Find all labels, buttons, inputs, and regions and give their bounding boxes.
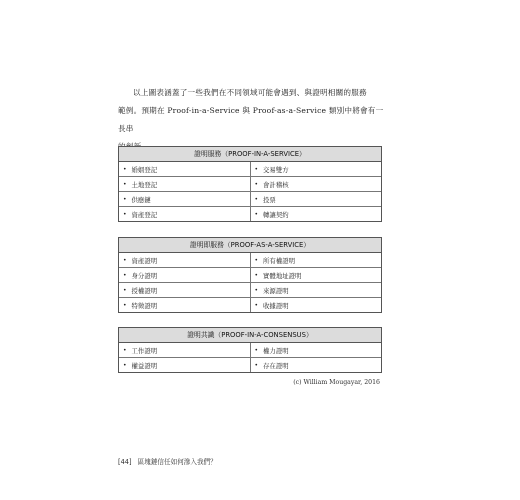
table-cell [250, 207, 382, 221]
table-row [119, 177, 381, 192]
table-row [119, 283, 381, 298]
bullet-icon: • [123, 256, 127, 264]
cell-text: 交易雙方 [263, 165, 289, 174]
table-cell [250, 268, 382, 282]
bullet-icon: • [254, 195, 259, 203]
bullet-icon: • [254, 180, 259, 188]
table-cell [119, 283, 250, 297]
cell-text: 實體地址證明 [263, 271, 302, 280]
running-title: 區塊鏈信任如何滲入我們？ [137, 458, 217, 466]
bullet-icon: • [123, 301, 127, 309]
table-row [119, 162, 381, 177]
cell-text: 工作證明 [131, 346, 158, 355]
table-row [119, 358, 381, 372]
cell-text: 婚姻登記 [131, 165, 158, 174]
cell-text: 投票 [263, 195, 276, 204]
table-cell [250, 283, 382, 297]
table-cell [119, 192, 250, 206]
table-cell [119, 298, 250, 312]
table-title: 證明服務（PROOF-IN-A-SERVICE） [119, 147, 381, 162]
table-cell [250, 177, 382, 191]
cell-text: 收據證明 [263, 301, 289, 310]
table-cell [119, 358, 250, 372]
page-footer [118, 456, 217, 466]
bullet-icon: • [254, 286, 259, 294]
bullet-icon: • [254, 165, 259, 173]
table-row [119, 207, 381, 221]
table-cell [119, 343, 250, 357]
intro-line: 範例。預期在 Proof-in-a-Service 與 Proof-as-a-Service 類別中將會有一長串 [118, 106, 384, 133]
table-cell [119, 253, 250, 267]
bullet-icon: • [123, 271, 127, 279]
bullet-icon: • [123, 346, 127, 354]
bullet-icon: • [123, 195, 127, 203]
proof-in-a-service-table [118, 146, 382, 222]
table-cell [250, 253, 382, 267]
table-cell [250, 358, 382, 372]
table-row [119, 192, 381, 207]
bullet-icon: • [254, 271, 259, 279]
bullet-icon: • [123, 361, 127, 369]
bullet-icon: • [254, 256, 259, 264]
cell-text: 授權證明 [131, 286, 158, 295]
table-title: 證明即服務（PROOF-AS-A-SERVICE） [119, 238, 381, 253]
bullet-icon: • [123, 210, 127, 218]
table-cell [119, 177, 250, 191]
table-cell [119, 162, 250, 176]
cell-text: 供應鏈 [131, 195, 151, 204]
table-cell [250, 192, 382, 206]
cell-text: 所有權證明 [263, 256, 295, 265]
bullet-icon: • [123, 286, 127, 294]
image-credit: (c) William Mougayar, 2016 [293, 379, 380, 386]
intro-line: 以上圖表涵蓋了一些我們在不同領域可能會遇到、與證明相關的服務 [133, 88, 367, 97]
table-cell [250, 343, 382, 357]
table-cell [119, 207, 250, 221]
table-row [119, 268, 381, 283]
cell-text: 來源證明 [263, 286, 289, 295]
cell-text: 資產登記 [131, 210, 158, 219]
cell-text: 土地登記 [131, 180, 158, 189]
table-cell [250, 162, 382, 176]
proof-as-a-service-table [118, 237, 382, 313]
proof-in-a-consensus-table [118, 327, 382, 373]
cell-text: 存在證明 [263, 361, 289, 370]
bullet-icon: • [254, 210, 259, 218]
bullet-icon: • [123, 165, 127, 173]
cell-text: 資產證明 [131, 256, 158, 265]
page-number: [44] [118, 458, 132, 466]
bullet-icon: • [254, 361, 259, 369]
cell-text: 轉讓契約 [263, 210, 289, 219]
table-row [119, 343, 381, 358]
table-cell [250, 298, 382, 312]
table-cell [119, 268, 250, 282]
table-row [119, 253, 381, 268]
bullet-icon: • [123, 180, 127, 188]
bullet-icon: • [254, 301, 259, 309]
cell-text: 會計稽核 [263, 180, 289, 189]
table-title: 證明共識（PROOF-IN-A-CONSENSUS） [119, 328, 381, 343]
bullet-icon: • [254, 346, 259, 354]
cell-text: 特徵證明 [131, 301, 158, 310]
cell-text: 權益證明 [131, 361, 158, 370]
table-row [119, 298, 381, 312]
cell-text: 權力證明 [263, 346, 289, 355]
cell-text: 身分證明 [131, 271, 158, 280]
